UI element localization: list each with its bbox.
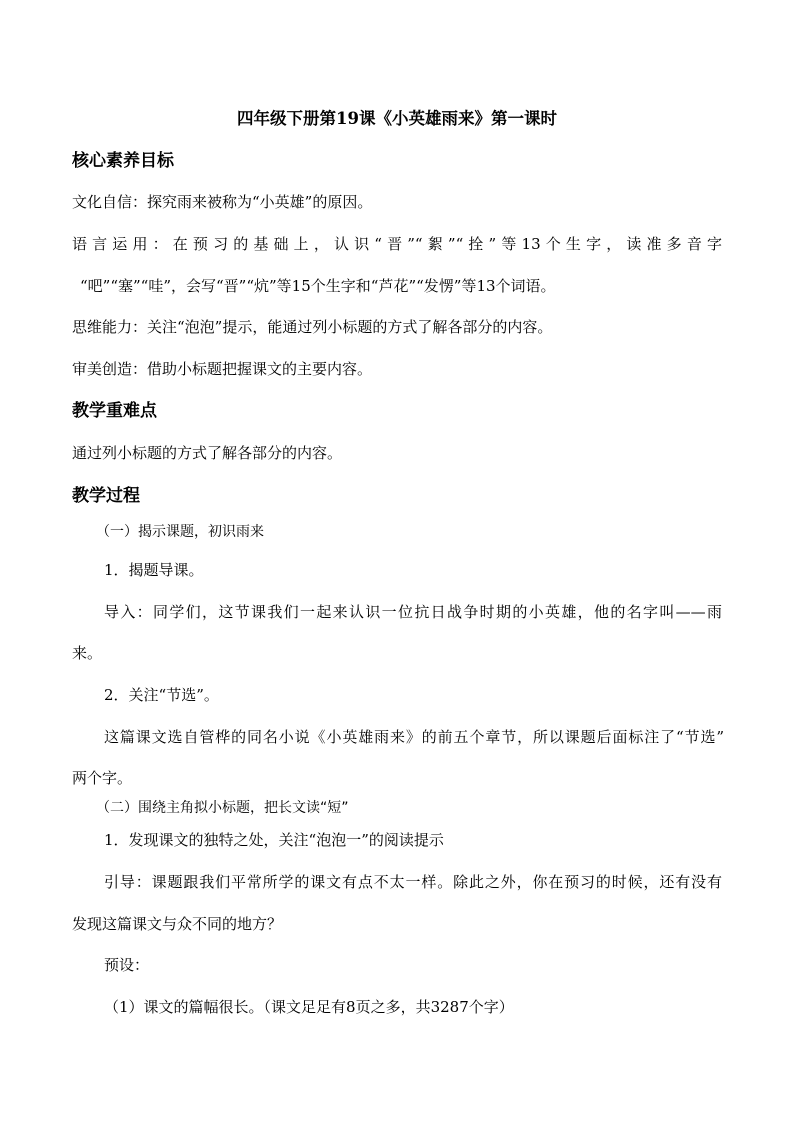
document-title: 四年级下册第19课《小英雄雨来》第一课时 <box>237 109 557 128</box>
intro-line-1: 导入：同学们，这节课我们一起来认识一位抗日战争时期的小英雄，他的名字叫——雨 <box>104 603 722 621</box>
process-part-2: （二）围绕主角拟小标题，把长文读“短” <box>96 800 349 816</box>
goal-language-line-1: 语言运用：在预习的基础上，认识“晋”“絮”“拴”等13个生字，读准多音字 <box>72 235 722 253</box>
process-heading: 教学过程 <box>72 486 140 506</box>
goal-culture: 文化自信：探究雨来被称为“小英雄”的原因。 <box>72 193 373 211</box>
process-step-1: 1．揭题导课。 <box>104 561 204 579</box>
process-part-1: （一）揭示课题，初识雨来 <box>96 524 264 540</box>
guide-line-1: 引导：课题跟我们平常所学的课文有点不太一样。除此之外，你在预习的时候，还有没有 <box>104 873 722 891</box>
excerpt-line-2: 两个字。 <box>72 769 133 787</box>
excerpt-line-1: 这篇课文选自管桦的同名小说《小英雄雨来》的前五个章节，所以课题后面标注了“节选” <box>104 728 724 746</box>
goal-aesthetic: 审美创造：借助小标题把握课文的主要内容。 <box>72 360 373 378</box>
preset-item-1: （1）课文的篇幅很长。（课文足足有8页之多，共3287个字） <box>104 998 514 1016</box>
keypoints-text: 通过列小标题的方式了解各部分的内容。 <box>72 444 343 462</box>
intro-line-2: 来。 <box>72 644 103 662</box>
goals-heading: 核心素养目标 <box>72 151 174 171</box>
guide-line-2: 发现这篇课文与众不同的地方？ <box>72 915 283 933</box>
goal-thinking: 思维能力：关注“泡泡”提示，能通过列小标题的方式了解各部分的内容。 <box>72 318 553 336</box>
process-step-3: 1．发现课文的独特之处，关注“泡泡一”的阅读提示 <box>104 831 444 849</box>
process-step-2: 2．关注“节选”。 <box>104 686 219 704</box>
keypoints-heading: 教学重难点 <box>72 401 157 421</box>
preset-label: 预设： <box>104 956 150 974</box>
goal-language-line-2: “吧”“塞”“哇”，会写“晋”“炕”等15个生字和“芦花”“发愣”等13个词语。 <box>80 277 556 295</box>
